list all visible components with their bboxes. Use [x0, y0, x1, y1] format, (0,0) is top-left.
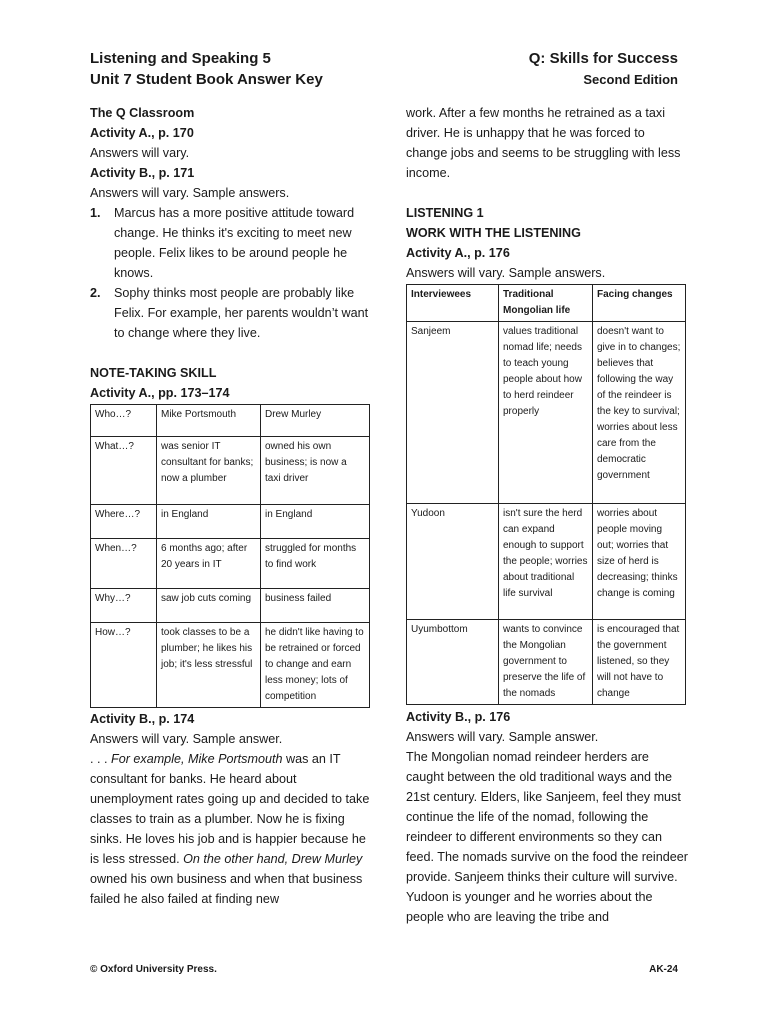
- table-cell: Sanjeem: [407, 322, 499, 504]
- answer-text: Marcus has a more positive attitude toward change. He thinks it's exciting to meet new people. Felix likes to be around people he knows.: [114, 206, 355, 280]
- answer-text: Answers will vary. Sample answer.: [90, 732, 283, 746]
- section-heading: The Q Classroom: [90, 106, 195, 120]
- activity-heading: Activity B., p. 171: [90, 166, 195, 180]
- italic-phrase: For example, Mike Portsmouth: [111, 752, 283, 766]
- sample-paragraph: The Mongolian nomad reindeer herders are caught between the old traditional ways and the 21st century. Elders, like Sanjeem, feel they must continue the life of the nomad, following the reindeer to different environments so they can feed. The nomads survive on the food the reindeer provide. Sanjeem thinks their culture will survive. Yudoon is younger and he worries about the people who are leaving the tribe and: [406, 750, 688, 924]
- table-row: [91, 623, 370, 708]
- section-heading: LISTENING 1: [406, 206, 484, 220]
- table-cell: in England: [261, 505, 370, 539]
- table-row: [407, 620, 686, 705]
- answer-number: 1.: [90, 206, 101, 220]
- table-cell: he didn't like having to be retrained or forced to change and earn less money; lots of competition: [261, 623, 370, 708]
- table-cell: was senior IT consultant for banks; now a plumber: [157, 437, 261, 505]
- answer-number: 2.: [90, 286, 101, 300]
- right-column: [406, 103, 688, 927]
- paragraph-text: owned his own business and when that business failed he also failed at finding new: [90, 872, 363, 906]
- edition-label: Second Edition: [583, 72, 678, 87]
- table-cell: values traditional nomad life; needs to teach young people about how to herd reindeer properly: [499, 322, 593, 504]
- note-taking-table: [90, 404, 370, 708]
- table-cell: worries about people moving out; worries that size of herd is decreasing; thinks change is coming: [593, 504, 686, 620]
- unit-title: Unit 7 Student Book Answer Key: [90, 71, 323, 88]
- numbered-answer: [90, 203, 372, 283]
- activity-heading: Activity B., p. 174: [90, 712, 195, 726]
- answer-text: Answers will vary. Sample answers.: [90, 186, 290, 200]
- table-header-cell: Facing changes: [593, 285, 686, 322]
- table-row: [407, 322, 686, 504]
- table-cell: isn't sure the herd can expand enough to support the people; worries about traditional life survival: [499, 504, 593, 620]
- copyright-footer: © Oxford University Press.: [90, 964, 217, 975]
- listening-table: [406, 284, 686, 705]
- table-cell: Mike Portsmouth: [157, 405, 261, 437]
- page-header-left: [90, 48, 323, 90]
- continued-paragraph: work. After a few months he retrained as a taxi driver. He is unhappy that he was forced to change jobs and seems to be struggling with less income.: [406, 106, 681, 180]
- table-cell: What…?: [91, 437, 157, 505]
- table-row: [91, 589, 370, 623]
- activity-heading: Activity A., p. 170: [90, 126, 194, 140]
- table-cell: doesn't want to give in to changes; believes that following the way of the reindeer is the key to survival; worries about less care from the democratic government: [593, 322, 686, 504]
- series-title: Q: Skills for Success: [528, 50, 678, 67]
- table-row: [91, 539, 370, 589]
- table-row: [91, 505, 370, 539]
- activity-heading: Activity B., p. 176: [406, 710, 511, 724]
- table-header-cell: Traditional Mongolian life: [499, 285, 593, 322]
- table-cell: struggled for months to find work: [261, 539, 370, 589]
- sample-paragraph: [90, 749, 372, 909]
- page-number: AK-24: [649, 964, 678, 975]
- table-cell: business failed: [261, 589, 370, 623]
- answer-text: Answers will vary. Sample answers.: [406, 266, 606, 280]
- ellipsis: . . .: [90, 752, 111, 766]
- left-column: [90, 103, 372, 909]
- table-cell: When…?: [91, 539, 157, 589]
- table-cell: Yudoon: [407, 504, 499, 620]
- table-cell: is encouraged that the government listened, so they will not have to change: [593, 620, 686, 705]
- table-cell: Uyumbottom: [407, 620, 499, 705]
- page-header-right: [529, 48, 678, 90]
- numbered-answer: [90, 283, 372, 343]
- section-heading: NOTE-TAKING SKILL: [90, 366, 217, 380]
- paragraph-text: was an IT consultant for banks. He heard about unemployment rates going up and decided to take classes to train as a plumber. Now he is fixing sinks. He loves his job and is happier because he is less stressed.: [90, 752, 370, 866]
- italic-phrase: On the other hand, Drew Murley: [183, 852, 363, 866]
- table-header-row: [407, 285, 686, 322]
- table-cell: Who…?: [91, 405, 157, 437]
- table-cell: Drew Murley: [261, 405, 370, 437]
- activity-heading: Activity A., p. 176: [406, 246, 510, 260]
- table-cell: in England: [157, 505, 261, 539]
- table-row: [407, 504, 686, 620]
- answer-text: Sophy thinks most people are probably like Felix. For example, her parents wouldn’t want to change where they live.: [114, 286, 369, 340]
- activity-heading: Activity A., pp. 173–174: [90, 386, 230, 400]
- table-cell: Why…?: [91, 589, 157, 623]
- table-cell: took classes to be a plumber; he likes his job; it's less stressful: [157, 623, 261, 708]
- answer-text: Answers will vary.: [90, 146, 190, 160]
- table-cell: owned his own business; is now a taxi driver: [261, 437, 370, 505]
- table-cell: wants to convince the Mongolian government to preserve the life of the nomads: [499, 620, 593, 705]
- table-cell: 6 months ago; after 20 years in IT: [157, 539, 261, 589]
- table-cell: Where…?: [91, 505, 157, 539]
- answer-text: Answers will vary. Sample answer.: [406, 730, 599, 744]
- table-row: [91, 405, 370, 437]
- section-subheading: WORK WITH THE LISTENING: [406, 226, 581, 240]
- book-title: Listening and Speaking 5: [90, 50, 271, 67]
- table-cell: How…?: [91, 623, 157, 708]
- table-header-cell: Interviewees: [407, 285, 499, 322]
- table-row: [91, 437, 370, 505]
- table-cell: saw job cuts coming: [157, 589, 261, 623]
